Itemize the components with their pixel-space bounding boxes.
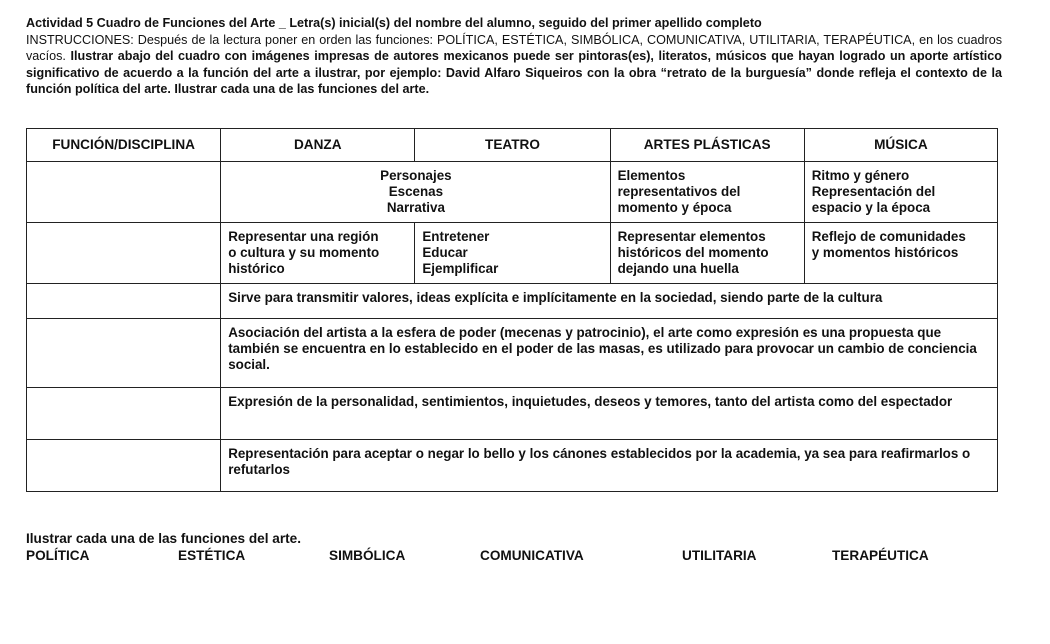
artes-cell (610, 223, 804, 284)
instructions-block (26, 15, 1002, 98)
musica-cell (804, 162, 997, 223)
cell-line: y momentos históricos (811, 245, 959, 260)
empty-function-cell[interactable] (27, 319, 221, 388)
table-row (27, 440, 998, 492)
cell-line: representativos del (617, 184, 741, 199)
description-cell: Representación para aceptar o negar lo bello y los cánones establecidos por la academia, ya sea para reafirmarlos o refutarlos (221, 440, 998, 492)
cell-line: Educar (422, 245, 468, 260)
activity-title: Actividad 5 Cuadro de Funciones del Arte _ Letra(s) inicial(s) del nombre del alumno, seguido del primer apellido completo (26, 16, 762, 30)
instructions-bold: Ilustrar abajo del cuadro con imágenes impresas de autores mexicanos puede ser pintoras(es), literatos, músicos que hayan logrado un aporte artístico significativo de acuerdo a la función del arte a ilustrar, por ejemplo: David Alfaro Siqueiros con la obra “retrato de la burguesía” donde refleja el contexto de la función política del arte. Ilustrar cada una de las funciones del arte. (26, 49, 1003, 96)
empty-function-cell[interactable] (27, 162, 221, 223)
cell-line: Elementos (617, 168, 686, 183)
cell-line: momento y época (617, 200, 732, 215)
teatro-cell (415, 223, 610, 284)
empty-function-cell[interactable] (27, 223, 221, 284)
header-teatro: TEATRO (415, 129, 610, 162)
cell-line: histórico (228, 261, 285, 276)
description-cell: Expresión de la personalidad, sentimientos, inquietudes, deseos y temores, tanto del artista como del espectador (221, 388, 998, 440)
instructions-normal: INSTRUCCIONES: Después de la lectura poner en orden las funciones: POLÍTICA, ESTÉTICA, SIMBÓLICA, COMUNICATIVA, UTILITARIA, TERAPÉUTICA, en los cuadros vacíos. (26, 32, 1002, 63)
cell-line: históricos del momento (617, 245, 769, 260)
cell-line: dejando una huella (617, 261, 739, 276)
description-cell: Asociación del artista a la esfera de poder (mecenas y patrocinio), el arte como expresión es una propuesta que también se encuentra en lo establecido en el poder de las masas, es utilizado para provocar un cambio de conciencia social. (221, 319, 998, 388)
empty-function-cell[interactable] (27, 284, 221, 319)
table-row (27, 319, 998, 388)
header-danza: DANZA (221, 129, 415, 162)
table-row (27, 388, 998, 440)
empty-function-cell[interactable] (27, 388, 221, 440)
header-musica: MÚSICA (804, 129, 997, 162)
function-label-estetica: ESTÉTICA (178, 548, 246, 563)
cell-line: Ejemplificar (422, 261, 499, 276)
function-label-politica: POLÍTICA (26, 548, 90, 563)
table-row (27, 284, 998, 319)
function-label-simbolica: SIMBÓLICA (329, 548, 406, 563)
cell-line: Personajes (380, 168, 452, 183)
cell-line: Representación del (811, 184, 936, 199)
artes-cell (610, 162, 804, 223)
function-label-comunicativa: COMUNICATIVA (480, 548, 584, 563)
cell-line: Escenas (388, 184, 444, 199)
header-artes-plasticas: ARTES PLÁSTICAS (610, 129, 804, 162)
cell-line: o cultura y su momento (228, 245, 380, 260)
functions-list (26, 547, 986, 565)
cell-line: espacio y la época (811, 200, 931, 215)
cell-line: Representar una región (228, 229, 379, 244)
table-row (27, 162, 998, 223)
musica-cell (804, 223, 997, 284)
illustration-heading: Ilustrar cada una de las funciones del arte. (26, 531, 301, 546)
instructions-text (26, 32, 1002, 98)
table-header-row (27, 129, 998, 162)
empty-function-cell[interactable] (27, 440, 221, 492)
cell-line: Entretener (422, 229, 490, 244)
function-label-utilitaria: UTILITARIA (682, 548, 757, 563)
cell-line: Reflejo de comunidades (811, 229, 966, 244)
danza-teatro-cell (221, 162, 610, 223)
cell-line: Ritmo y género (811, 168, 910, 183)
table-row (27, 223, 998, 284)
function-label-terapeutica: TERAPÉUTICA (832, 548, 929, 563)
danza-cell (221, 223, 415, 284)
cell-line: Narrativa (386, 200, 445, 215)
functions-table (26, 128, 998, 492)
description-cell: Sirve para transmitir valores, ideas explícita e implícitamente en la sociedad, siendo parte de la cultura (221, 284, 998, 319)
cell-line: Representar elementos (617, 229, 766, 244)
illustration-section (26, 530, 986, 565)
header-funcion: FUNCIÓN/DISCIPLINA (27, 129, 221, 162)
